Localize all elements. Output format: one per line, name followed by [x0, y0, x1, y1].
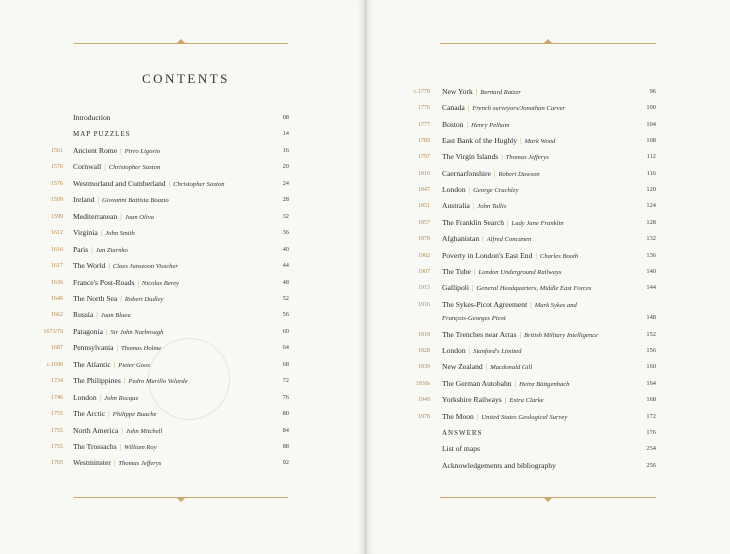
toc-title: [442, 150, 549, 165]
toc-page-number: 84: [282, 426, 289, 434]
toc-separator: |: [120, 293, 122, 303]
toc-year: 1617: [51, 263, 63, 270]
toc-page-number: 152: [646, 330, 656, 338]
toc-page-number: 136: [646, 251, 656, 259]
toc-separator: |: [119, 442, 122, 451]
toc-year: 1847: [418, 187, 430, 194]
toc-title-text: The Sykes-Picot Agreement: [442, 299, 528, 309]
toc-year: 1776: [418, 105, 430, 112]
toc-title-text: Boston: [442, 119, 464, 129]
toc-title: [442, 118, 509, 133]
toc-title-text: New Zealand: [442, 362, 483, 372]
toc-separator: |: [99, 392, 102, 402]
toc-year: 1916: [418, 301, 430, 308]
toc-author: General Headquarters, Middle East Forces: [476, 285, 592, 293]
toc-title: [442, 360, 532, 375]
toc-year: 1636: [51, 279, 63, 286]
toc-author: Pirro Ligorio: [124, 147, 161, 155]
toc-author: Bernard Ratzer: [480, 89, 521, 96]
toc-page-number: 28: [282, 196, 289, 204]
toc-separator: |: [120, 145, 122, 155]
toc-separator: |: [96, 310, 98, 320]
toc-separator: |: [468, 346, 471, 356]
toc-author: Philippe Buache: [112, 411, 157, 419]
toc-author: Christopher Saxton: [108, 164, 161, 172]
toc-author: Heinz Büttgenbach: [519, 380, 570, 388]
toc-title-text: The Moon: [442, 411, 474, 421]
toc-title: [442, 377, 569, 392]
toc-year: 1949: [418, 397, 430, 404]
toc-page-number: 76: [282, 393, 289, 401]
toc-author: Thomas Jefferys: [118, 460, 162, 468]
toc-page-number: 140: [646, 267, 656, 275]
toc-author-continued: [442, 311, 506, 325]
bottom-ornament-rule-left: [74, 497, 288, 498]
toc-page-number: 56: [282, 311, 289, 319]
toc-page-number: 176: [646, 428, 656, 436]
toc-separator: |: [97, 195, 100, 205]
toc-author: British Military Intelligence: [523, 331, 598, 339]
toc-page-number: 96: [649, 88, 656, 95]
toc-separator: |: [520, 136, 522, 146]
toc-entry[interactable]: [0, 199, 730, 213]
toc-author: Henry Pelham: [471, 121, 510, 129]
toc-title-text: France's Post-Roads: [73, 277, 135, 287]
toc-author: Charles Booth: [539, 252, 579, 260]
toc-page-number: 72: [282, 377, 289, 385]
toc-year: 1599: [51, 213, 63, 220]
toc-author: Joan Blaeu: [100, 312, 131, 320]
toc-author: Lady Jane Franklin: [511, 219, 564, 227]
toc-author: Christopher Saxton: [173, 180, 225, 188]
toc-separator: |: [519, 329, 521, 339]
toc-separator: |: [473, 266, 476, 276]
toc-year: c.1770: [413, 89, 430, 95]
toc-separator: |: [507, 217, 509, 227]
toc-title-text: Cornwall: [73, 162, 102, 172]
toc-page-number: 128: [646, 218, 656, 226]
toc-page-number: 08: [282, 114, 289, 121]
toc-title-text: ANSWERS: [442, 428, 483, 437]
toc-title: [442, 426, 482, 440]
toc-title-text: The Atlantic: [73, 359, 111, 369]
toc-year: 1857: [418, 219, 430, 226]
toc-author: Giovanni Battista Boazio: [102, 197, 169, 205]
toc-year: 1576: [51, 164, 63, 171]
toc-title-text: List of maps: [442, 444, 480, 454]
toc-page-number: 44: [282, 262, 289, 270]
toc-year: 1687: [51, 345, 63, 352]
toc-title-text: London: [442, 185, 466, 195]
toc-author: Alfred Concanen: [486, 236, 532, 244]
toc-separator: |: [137, 277, 140, 287]
toc-separator: |: [121, 425, 123, 435]
toc-entry[interactable]: [0, 377, 730, 391]
toc-author: Pedro Murillo Velarde: [128, 378, 188, 386]
toc-title-text: The Virgin Islands: [442, 152, 499, 162]
toc-separator: |: [108, 409, 110, 419]
toc-title-text: North America: [73, 425, 119, 435]
toc-year: 1978: [418, 413, 430, 420]
toc-title: [442, 459, 556, 473]
toc-title: [442, 232, 531, 247]
toc-author: London Underground Railways: [478, 268, 562, 276]
toc-author: Pieter Goos: [118, 361, 150, 369]
bottom-ornament-rule-right: [440, 497, 656, 498]
toc-year: 1902: [418, 252, 430, 259]
toc-year: 1673/79: [43, 328, 63, 335]
top-ornament-rule-right: [440, 43, 656, 44]
toc-title-text: Australia: [442, 201, 470, 211]
toc-author: John Tallis: [477, 203, 507, 211]
toc-page-number: 254: [646, 445, 656, 453]
toc-title-text: The North Sea: [73, 293, 118, 303]
toc-year: 1561: [51, 147, 63, 154]
toc-separator: |: [466, 119, 469, 129]
toc-separator: |: [108, 261, 110, 271]
toc-author: John Mitchell: [125, 427, 163, 435]
toc-year: 1785: [418, 138, 430, 145]
toc-year: 1930s: [415, 380, 430, 387]
toc-title: [442, 183, 519, 198]
toc-title-text: The Arctic: [73, 409, 106, 419]
toc-title-text: The Trenches near Arras: [442, 329, 517, 339]
toc-entry[interactable]: [0, 167, 730, 181]
toc-title-text: Virginia: [73, 228, 98, 238]
toc-separator: |: [504, 395, 507, 405]
toc-title-text: Westminster: [73, 458, 111, 468]
toc-page-number: 124: [646, 202, 656, 210]
toc-title-text: The Tube: [442, 266, 471, 276]
toc-entry[interactable]: [0, 118, 730, 132]
toc-title: [442, 101, 565, 116]
toc-year: 1755: [51, 427, 63, 434]
toc-title: [442, 393, 544, 408]
toc-author: Robert Dawson: [498, 170, 540, 178]
toc-page-number: 144: [646, 284, 656, 292]
toc-title-text: New York: [442, 87, 473, 96]
toc-separator: |: [501, 152, 503, 162]
toc-entry[interactable]: [0, 134, 730, 148]
toc-page-number: 88: [282, 443, 289, 450]
toc-title: [442, 265, 561, 280]
toc-separator: |: [116, 343, 119, 353]
toc-author: Joan Oliva: [124, 213, 154, 221]
toc-title: [442, 167, 540, 182]
toc-title-text: Mediterranean: [73, 211, 118, 221]
toc-entry[interactable]: [0, 344, 730, 358]
toc-year: 1755: [51, 444, 63, 450]
toc-separator: |: [123, 376, 126, 386]
toc-title-text: Poverty in London's East End: [442, 250, 533, 260]
toc-page-number: 168: [646, 396, 656, 404]
toc-title-text: The Philippines: [73, 376, 121, 386]
toc-entry[interactable]: [0, 246, 730, 263]
toc-author: William Roy: [124, 444, 157, 451]
toc-title-text: London: [442, 346, 466, 356]
toc-year: 1797: [418, 154, 430, 161]
toc-title-text: Canada: [442, 103, 465, 113]
toc-author: Mark Sykes and: [534, 301, 577, 309]
toc-entry[interactable]: [0, 232, 730, 246]
toc-title-text: Westmorland and Cumberland: [73, 178, 166, 188]
toc-author: Macdonald Gill: [490, 364, 533, 372]
toc-page-number: 160: [646, 363, 656, 371]
toc-page-number: 116: [646, 169, 656, 177]
toc-title: [442, 344, 521, 359]
toc-entry[interactable]: [0, 265, 730, 279]
toc-author: John Smith: [105, 230, 135, 238]
toc-entry[interactable]: [0, 85, 730, 99]
toc-author: Nicolas Berey: [142, 279, 179, 287]
toc-title-text: Acknowledgements and bibliography: [442, 460, 556, 470]
toc-year: 1576: [51, 180, 63, 187]
toc-title-text: The Trossachs: [73, 442, 117, 451]
toc-entry[interactable]: [0, 213, 730, 230]
toc-year: 1930: [418, 364, 430, 371]
toc-page-number: 20: [282, 163, 289, 171]
toc-title: [442, 134, 555, 149]
toc-author: French surveyors/Jonathan Carver: [472, 105, 566, 113]
toc-author: Jan Ziarnko: [95, 246, 128, 254]
toc-title-text: The Franklin Search: [442, 217, 504, 227]
toc-separator: |: [472, 283, 474, 293]
toc-title-text: Patagonia: [73, 326, 103, 336]
toc-separator: |: [168, 178, 171, 188]
toc-year: 1662: [51, 312, 63, 319]
toc-title: [442, 249, 578, 264]
toc-title-text: Yorkshire Railways: [442, 395, 502, 405]
toc-title: [442, 328, 598, 343]
toc-separator: |: [105, 326, 108, 336]
toc-separator: |: [472, 201, 475, 211]
toc-title-text: Paris: [73, 244, 89, 254]
toc-author: Claes Janszoon Visscher: [112, 263, 178, 271]
toc-title-text: Russia: [73, 310, 94, 320]
toc-page-number: 156: [646, 347, 656, 355]
toc-year: 1851: [418, 203, 430, 210]
toc-title-text: Ancient Rome: [73, 145, 118, 155]
toc-year: 1599: [51, 197, 63, 204]
toc-separator: |: [493, 168, 496, 178]
toc-title-text: Introduction: [73, 113, 111, 122]
toc-entry[interactable]: [0, 393, 730, 407]
toc-year: 1777: [418, 121, 430, 128]
toc-separator: |: [467, 103, 470, 113]
toc-year: 1907: [418, 268, 430, 275]
toc-separator: |: [530, 299, 532, 309]
toc-page-number: 68: [282, 360, 289, 368]
toc-separator: |: [535, 250, 537, 260]
toc-title-text: Pennsylvania: [73, 343, 114, 353]
toc-author: Stanford's Limited: [473, 348, 522, 356]
toc-page-number: 120: [646, 186, 656, 194]
toc-title-text: London: [73, 392, 97, 402]
toc-entry[interactable]: [0, 147, 730, 164]
toc-title-text: MAP PUZZLES: [73, 130, 131, 139]
toc-page-number: 48: [282, 278, 289, 286]
toc-entry[interactable]: [0, 426, 730, 440]
toc-title-text: Caernarfonshire: [442, 168, 491, 178]
toc-title: [442, 298, 577, 313]
toc-entry[interactable]: [0, 101, 730, 115]
toc-separator: |: [100, 228, 103, 238]
toc-page-number: 112: [646, 153, 656, 161]
top-ornament-rule-left: [74, 43, 288, 44]
toc-page-number: 14: [282, 130, 289, 138]
toc-page-number: 64: [282, 344, 289, 352]
toc-year: 1918: [418, 331, 430, 338]
toc-year: 1734: [51, 378, 63, 385]
toc-separator: |: [514, 378, 517, 388]
toc-page-number: 52: [282, 294, 289, 302]
toc-page-number: 108: [646, 137, 656, 145]
toc-page-number: 32: [282, 212, 289, 220]
toc-year: c.1690: [46, 361, 63, 368]
toc-title-text: Ireland: [73, 195, 95, 205]
toc-title-text: The World: [73, 261, 106, 271]
toc-year: 1616: [51, 246, 63, 253]
toc-author: Mark Wood: [524, 138, 556, 146]
toc-year: 1928: [418, 348, 430, 355]
toc-author: Extra Clarke: [509, 397, 544, 405]
toc-title-text: Gallipoli: [442, 283, 469, 293]
toc-entry[interactable]: [0, 180, 730, 197]
toc-author: Sir John Narbrough: [110, 328, 164, 336]
toc-separator: |: [113, 458, 116, 468]
toc-year: 1915: [418, 285, 430, 292]
toc-separator: |: [468, 185, 471, 195]
toc-page-number: 36: [282, 229, 289, 237]
toc-separator: |: [91, 244, 93, 254]
toc-year: 1765: [51, 460, 63, 467]
toc-author: François-Georges Picot: [442, 315, 506, 323]
toc-separator: |: [482, 234, 484, 244]
toc-author: United States Geological Survey: [481, 413, 568, 421]
toc-title: [442, 199, 506, 214]
toc-separator: |: [476, 411, 479, 421]
toc-separator: |: [104, 162, 106, 172]
toc-year: 1878: [418, 236, 430, 243]
toc-page-number: 172: [646, 412, 656, 420]
toc-entry[interactable]: [0, 442, 730, 456]
toc-year: 1612: [51, 230, 63, 237]
toc-title: [442, 410, 567, 425]
toc-author: Thomas Jefferys: [505, 154, 549, 162]
toc-separator: |: [485, 362, 488, 372]
toc-title: [442, 281, 591, 296]
toc-title-text: The German Autobahn: [442, 378, 512, 388]
toc-page-number: 132: [646, 235, 656, 243]
toc-page-number: 100: [646, 104, 656, 112]
toc-author: Thomas Holme: [121, 345, 162, 353]
toc-title: [442, 442, 480, 456]
toc-entry[interactable]: [0, 281, 730, 295]
toc-separator: |: [120, 211, 122, 221]
toc-author: Robert Dudley: [124, 295, 164, 303]
toc-page-number: 16: [282, 146, 289, 154]
toc-title-text: East Bank of the Hughly: [442, 136, 518, 146]
toc-page-number: 60: [282, 327, 289, 335]
toc-title: [442, 216, 564, 231]
toc-entry[interactable]: [0, 328, 730, 342]
toc-year: 1755: [51, 411, 63, 418]
toc-separator: |: [475, 87, 478, 96]
toc-page-number: 148: [646, 314, 656, 322]
toc-year: 1816: [418, 170, 430, 177]
toc-page-number: 80: [282, 410, 289, 418]
toc-author: John Rocque: [104, 394, 139, 402]
toc-year: 1646: [51, 295, 63, 302]
toc-separator: |: [113, 359, 116, 369]
toc-page-number: 256: [646, 461, 656, 469]
toc-title-text: Afghanistan: [442, 234, 480, 244]
contents-heading: CONTENTS: [142, 71, 230, 86]
toc-page-number: 92: [282, 459, 289, 467]
toc-entry[interactable]: [0, 410, 730, 424]
toc-entry[interactable]: [0, 360, 730, 374]
toc-page-number: 164: [646, 379, 656, 387]
toc-author: George Cruchley: [473, 187, 519, 195]
toc-page-number: 104: [646, 120, 656, 128]
toc-page-number: 24: [282, 179, 289, 187]
toc-page-number: 40: [282, 245, 289, 253]
toc-title: [442, 85, 521, 100]
toc-entry[interactable]: [0, 459, 730, 473]
toc-year: 1746: [51, 394, 63, 401]
